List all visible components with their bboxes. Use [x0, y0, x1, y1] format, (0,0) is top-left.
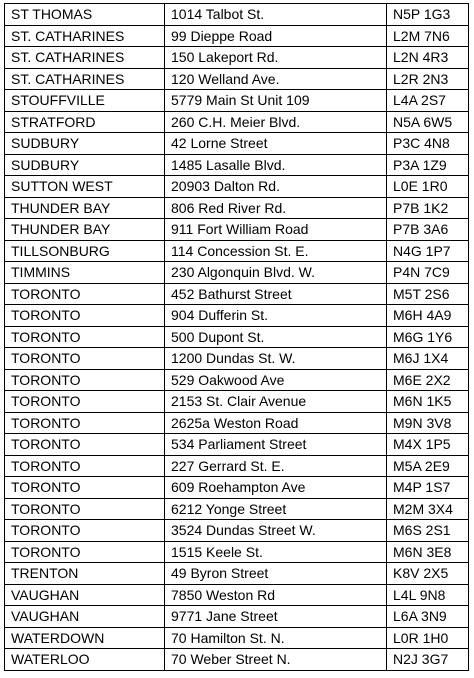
- postal-code-cell: P3C 4N8: [387, 133, 469, 155]
- table-row: [5, 240, 469, 262]
- postal-code-cell: N2J 3G7: [387, 649, 469, 671]
- address-cell: 70 Weber Street N.: [165, 649, 387, 671]
- address-cell: 5779 Main St Unit 109: [165, 90, 387, 112]
- postal-code-cell: M6J 1X4: [387, 348, 469, 370]
- address-cell: 150 Lakeport Rd.: [165, 47, 387, 69]
- address-cell: 230 Algonquin Blvd. W.: [165, 262, 387, 284]
- address-cell: 42 Lorne Street: [165, 133, 387, 155]
- postal-code-cell: L0E 1R0: [387, 176, 469, 198]
- city-cell: WATERLOO: [5, 649, 165, 671]
- table-row: [5, 133, 469, 155]
- address-cell: 609 Roehampton Ave: [165, 477, 387, 499]
- city-cell: TORONTO: [5, 434, 165, 456]
- address-table: [4, 3, 469, 671]
- address-cell: 3524 Dundas Street W.: [165, 520, 387, 542]
- city-cell: TORONTO: [5, 455, 165, 477]
- table-row: [5, 305, 469, 327]
- city-cell: VAUGHAN: [5, 606, 165, 628]
- city-cell: SUDBURY: [5, 154, 165, 176]
- table-row: [5, 455, 469, 477]
- table-row: [5, 68, 469, 90]
- city-cell: TORONTO: [5, 369, 165, 391]
- address-cell: 1515 Keele St.: [165, 541, 387, 563]
- address-cell: 452 Bathurst Street: [165, 283, 387, 305]
- table-row: [5, 477, 469, 499]
- address-cell: 99 Dieppe Road: [165, 25, 387, 47]
- city-cell: ST. CATHARINES: [5, 47, 165, 69]
- table-row: [5, 563, 469, 585]
- table-row: [5, 541, 469, 563]
- postal-code-cell: N5P 1G3: [387, 4, 469, 26]
- postal-code-cell: M6N 3E8: [387, 541, 469, 563]
- address-cell: 70 Hamilton St. N.: [165, 627, 387, 649]
- postal-code-cell: M6H 4A9: [387, 305, 469, 327]
- table-row: [5, 649, 469, 671]
- table-row: [5, 219, 469, 241]
- table-row: [5, 520, 469, 542]
- postal-code-cell: K8V 2X5: [387, 563, 469, 585]
- city-cell: TORONTO: [5, 498, 165, 520]
- postal-code-cell: P3A 1Z9: [387, 154, 469, 176]
- address-cell: 49 Byron Street: [165, 563, 387, 585]
- postal-code-cell: P7B 1K2: [387, 197, 469, 219]
- city-cell: TORONTO: [5, 541, 165, 563]
- city-cell: SUTTON WEST: [5, 176, 165, 198]
- postal-code-cell: M6S 2S1: [387, 520, 469, 542]
- postal-code-cell: L4L 9N8: [387, 584, 469, 606]
- postal-code-cell: L6A 3N9: [387, 606, 469, 628]
- city-cell: THUNDER BAY: [5, 197, 165, 219]
- postal-code-cell: M6G 1Y6: [387, 326, 469, 348]
- address-cell: 1014 Talbot St.: [165, 4, 387, 26]
- table-row: [5, 283, 469, 305]
- address-cell: 529 Oakwood Ave: [165, 369, 387, 391]
- address-cell: 260 C.H. Meier Blvd.: [165, 111, 387, 133]
- table-row: [5, 584, 469, 606]
- address-cell: 6212 Yonge Street: [165, 498, 387, 520]
- address-cell: 114 Concession St. E.: [165, 240, 387, 262]
- address-cell: 534 Parliament Street: [165, 434, 387, 456]
- postal-code-cell: L0R 1H0: [387, 627, 469, 649]
- table-row: [5, 326, 469, 348]
- address-cell: 1200 Dundas St. W.: [165, 348, 387, 370]
- city-cell: TORONTO: [5, 412, 165, 434]
- postal-code-cell: M5T 2S6: [387, 283, 469, 305]
- city-cell: STOUFFVILLE: [5, 90, 165, 112]
- address-cell: 227 Gerrard St. E.: [165, 455, 387, 477]
- table-row: [5, 498, 469, 520]
- table-row: [5, 412, 469, 434]
- table-row: [5, 111, 469, 133]
- address-cell: 2153 St. Clair Avenue: [165, 391, 387, 413]
- address-cell: 904 Dufferin St.: [165, 305, 387, 327]
- postal-code-cell: P7B 3A6: [387, 219, 469, 241]
- table-row: [5, 176, 469, 198]
- postal-code-cell: P4N 7C9: [387, 262, 469, 284]
- city-cell: TORONTO: [5, 326, 165, 348]
- table-row: [5, 197, 469, 219]
- city-cell: TILLSONBURG: [5, 240, 165, 262]
- table-row: [5, 434, 469, 456]
- address-cell: 806 Red River Rd.: [165, 197, 387, 219]
- address-table-body: [5, 4, 469, 671]
- postal-code-cell: L2M 7N6: [387, 25, 469, 47]
- address-cell: 120 Welland Ave.: [165, 68, 387, 90]
- city-cell: TORONTO: [5, 391, 165, 413]
- city-cell: STRATFORD: [5, 111, 165, 133]
- postal-code-cell: L4A 2S7: [387, 90, 469, 112]
- table-row: [5, 262, 469, 284]
- address-cell: 20903 Dalton Rd.: [165, 176, 387, 198]
- address-cell: 7850 Weston Rd: [165, 584, 387, 606]
- postal-code-cell: M4P 1S7: [387, 477, 469, 499]
- table-row: [5, 391, 469, 413]
- table-row: [5, 90, 469, 112]
- table-row: [5, 606, 469, 628]
- postal-code-cell: M6E 2X2: [387, 369, 469, 391]
- table-row: [5, 348, 469, 370]
- postal-code-cell: M6N 1K5: [387, 391, 469, 413]
- city-cell: THUNDER BAY: [5, 219, 165, 241]
- postal-code-cell: M2M 3X4: [387, 498, 469, 520]
- city-cell: TORONTO: [5, 348, 165, 370]
- city-cell: TIMMINS: [5, 262, 165, 284]
- postal-code-cell: L2R 2N3: [387, 68, 469, 90]
- city-cell: SUDBURY: [5, 133, 165, 155]
- address-cell: 2625a Weston Road: [165, 412, 387, 434]
- postal-code-cell: N5A 6W5: [387, 111, 469, 133]
- city-cell: TORONTO: [5, 305, 165, 327]
- address-cell: 1485 Lasalle Blvd.: [165, 154, 387, 176]
- table-row: [5, 154, 469, 176]
- city-cell: TORONTO: [5, 283, 165, 305]
- postal-code-cell: N4G 1P7: [387, 240, 469, 262]
- postal-code-cell: M9N 3V8: [387, 412, 469, 434]
- city-cell: ST THOMAS: [5, 4, 165, 26]
- address-cell: 9771 Jane Street: [165, 606, 387, 628]
- city-cell: ST. CATHARINES: [5, 68, 165, 90]
- address-cell: 500 Dupont St.: [165, 326, 387, 348]
- table-row: [5, 4, 469, 26]
- table-row: [5, 47, 469, 69]
- table-row: [5, 25, 469, 47]
- city-cell: TRENTON: [5, 563, 165, 585]
- table-row: [5, 369, 469, 391]
- city-cell: TORONTO: [5, 520, 165, 542]
- city-cell: VAUGHAN: [5, 584, 165, 606]
- city-cell: TORONTO: [5, 477, 165, 499]
- postal-code-cell: L2N 4R3: [387, 47, 469, 69]
- postal-code-cell: M4X 1P5: [387, 434, 469, 456]
- table-row: [5, 627, 469, 649]
- city-cell: WATERDOWN: [5, 627, 165, 649]
- postal-code-cell: M5A 2E9: [387, 455, 469, 477]
- address-sheet: [4, 3, 468, 671]
- address-cell: 911 Fort William Road: [165, 219, 387, 241]
- city-cell: ST. CATHARINES: [5, 25, 165, 47]
